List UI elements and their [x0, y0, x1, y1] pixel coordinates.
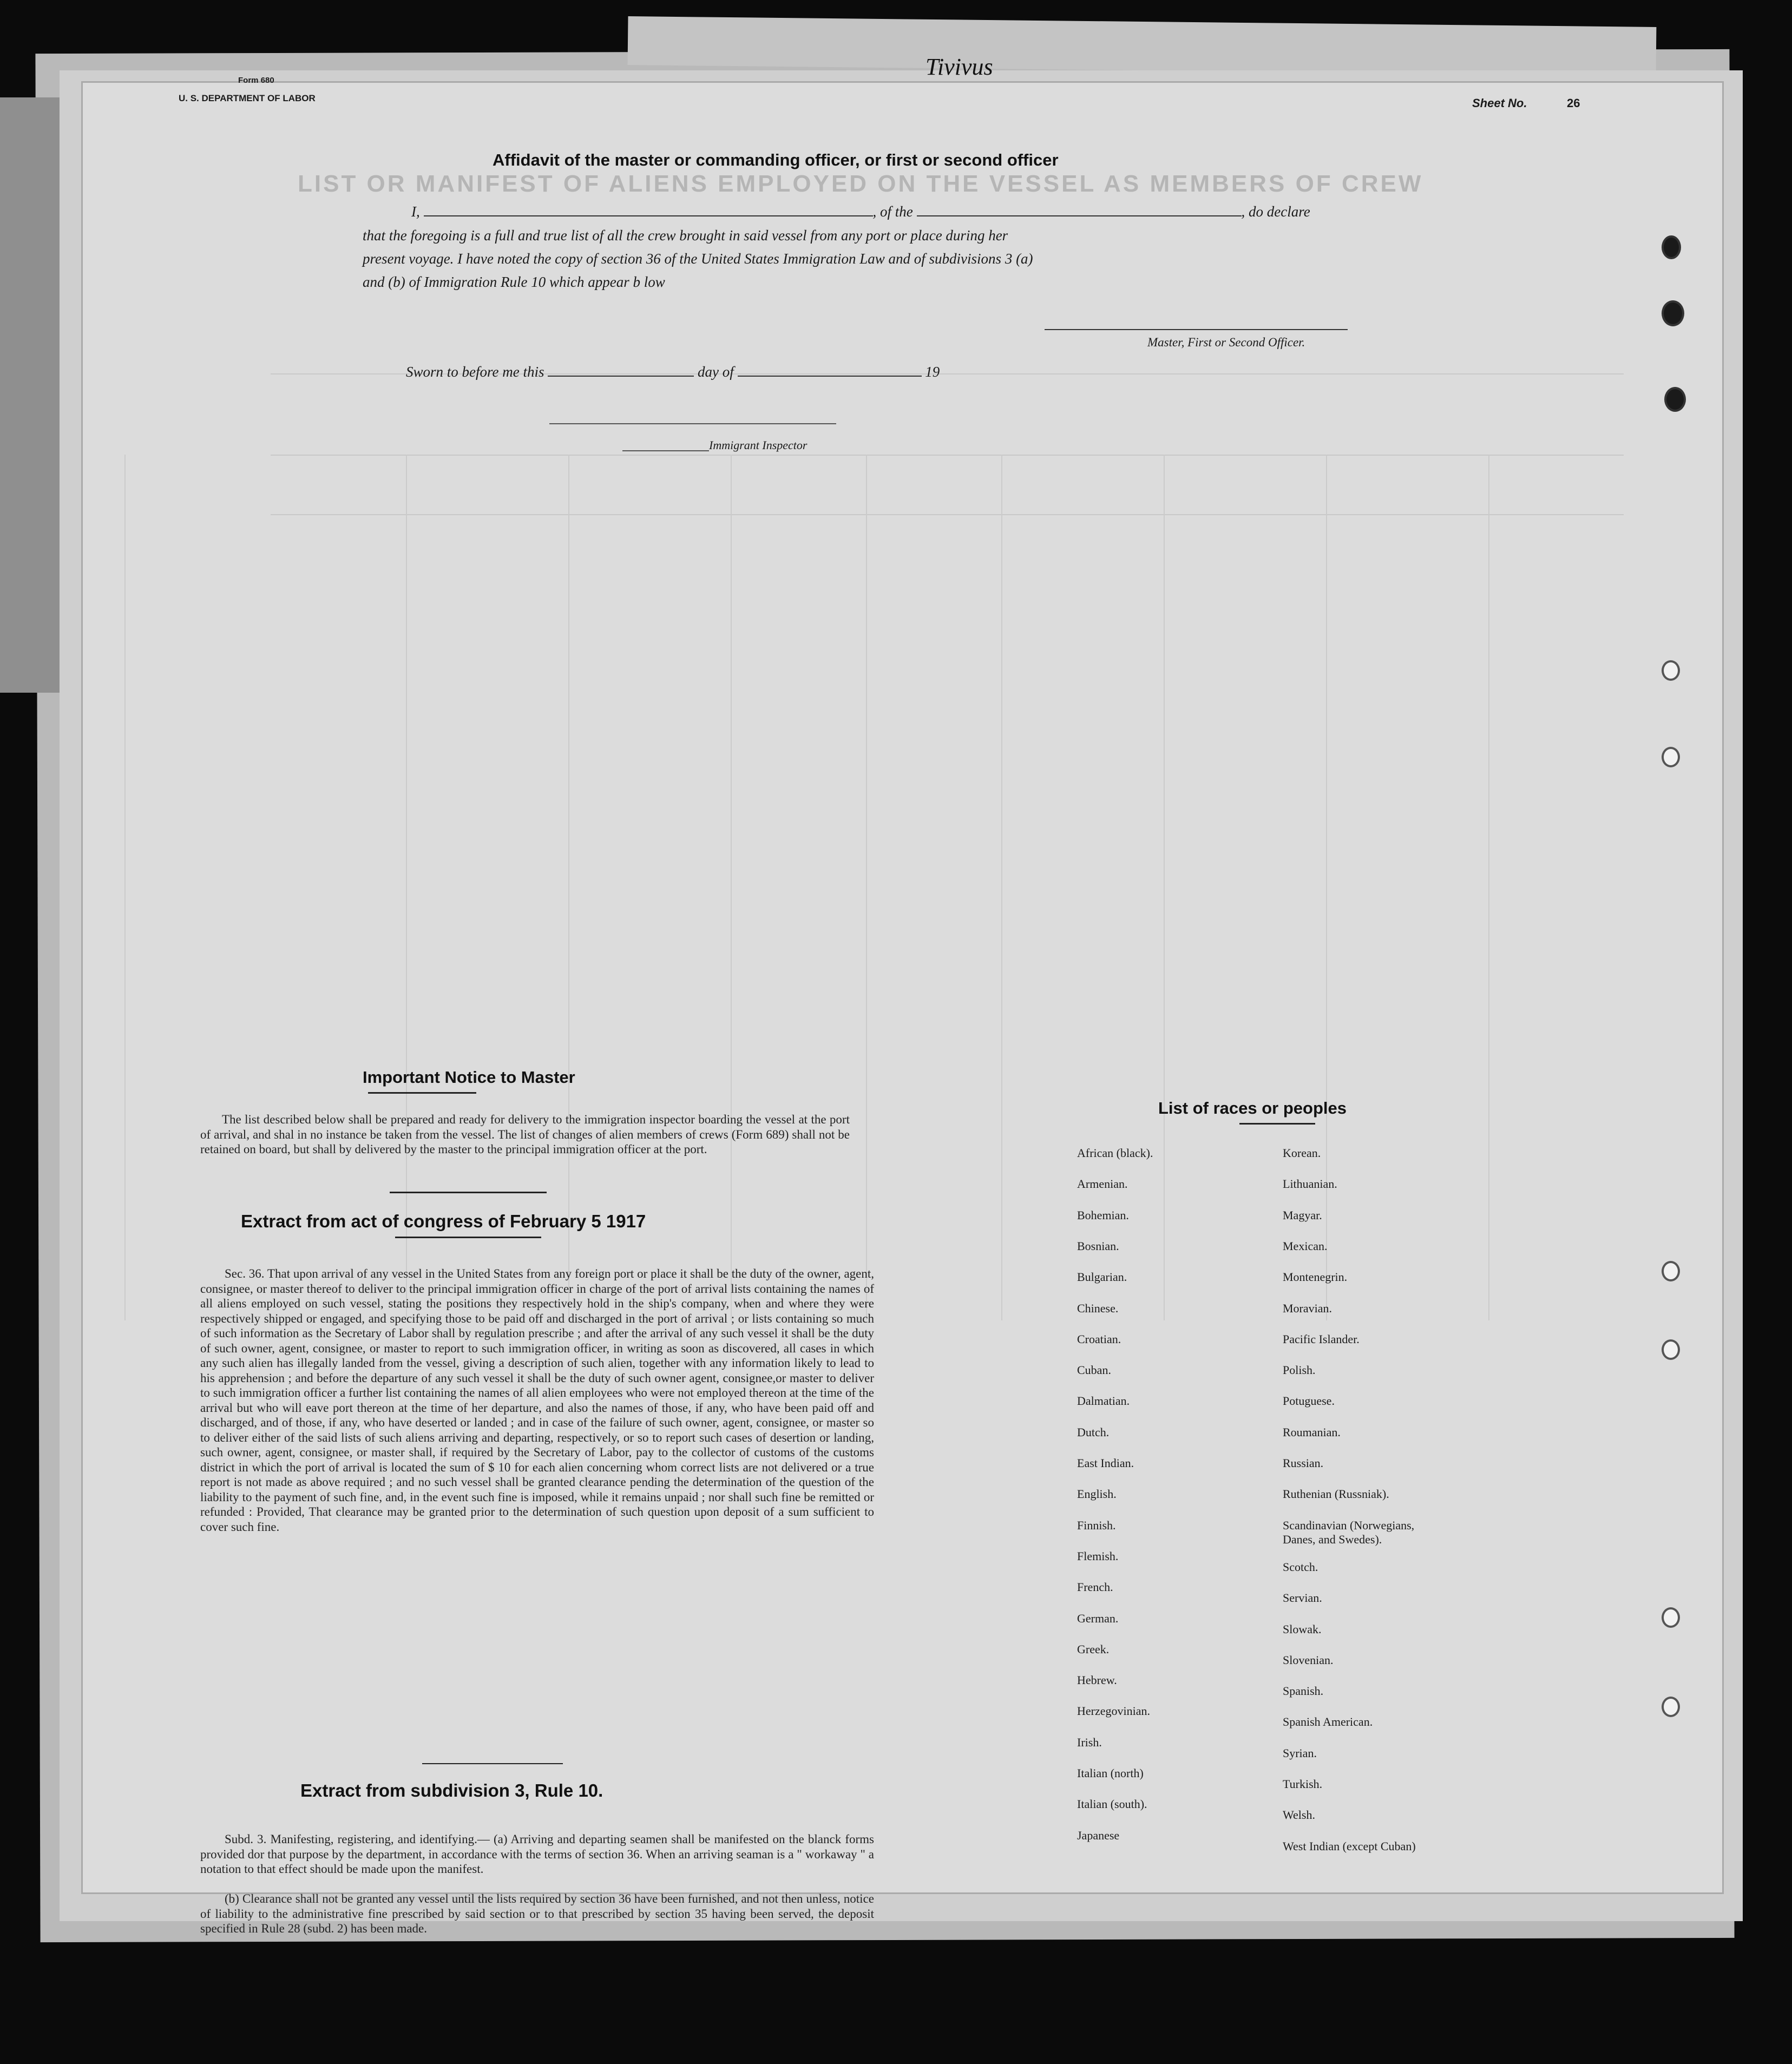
binder-hole — [1662, 660, 1680, 681]
races-title: List of races or peoples — [1158, 1099, 1347, 1118]
year-prefix: 19 — [925, 364, 940, 380]
ghost-column — [1488, 455, 1489, 1320]
race-item: Ruthenian (Russniak). — [1283, 1487, 1389, 1501]
affidavit-line-4: and (b) of Immigration Rule 10 which appear b low — [363, 274, 665, 290]
affidavit-declare-label: , do declare — [1241, 203, 1310, 220]
inspector-label: Immigrant Inspector — [709, 438, 808, 452]
race-item: Potuguese. — [1283, 1394, 1335, 1408]
ghost-column — [1001, 455, 1002, 1320]
ghost-rule — [271, 514, 1624, 515]
race-item: Mexican. — [1283, 1239, 1328, 1253]
sheet-number: 26 — [1567, 96, 1580, 110]
notice-separator-rule — [390, 1192, 547, 1193]
master-name-field — [424, 215, 873, 216]
race-item: Armenian. — [1077, 1177, 1128, 1191]
ghost-column — [124, 455, 126, 1320]
race-item: Russian. — [1283, 1456, 1324, 1470]
race-item: Dutch. — [1077, 1425, 1110, 1439]
sworn-line — [406, 364, 940, 380]
race-item: Moravian. — [1283, 1301, 1332, 1315]
rule-extract-text-a: Subd. 3. Manifesting, registering, and identifying.— (a) Arriving and departing seamen shall be manifested on the blanck forms provided dor that purpose by the department, in accordance with the terms of section 36. When an arriving seaman is a " workaway " a notation to that effect should be made upon the manifest. — [200, 1832, 874, 1876]
race-item: Croatian. — [1077, 1332, 1121, 1346]
binder-hole — [1662, 747, 1680, 767]
race-item: Pacific Islander. — [1283, 1332, 1360, 1346]
race-item: Slowak. — [1283, 1622, 1322, 1636]
race-item: Korean. — [1283, 1146, 1321, 1160]
race-item: Bosnian. — [1077, 1239, 1119, 1253]
ghost-column — [866, 455, 867, 1320]
binder-hole — [1662, 300, 1684, 326]
race-item: Hebrew. — [1077, 1673, 1117, 1687]
affidavit-title: Affidavit of the master or commanding officer, or first or second officer — [493, 150, 1059, 169]
race-item: Roumanian. — [1283, 1425, 1341, 1439]
rule-extract-text-b: (b) Clearance shall not be granted any vessel until the lists required by section 36 have been furnished, and not then unless, notice of liability to the administrative fine prescribed by said section or to that prescribed by section 35 having been served, the deposit specified in Rule 28 (subd. 2) has been made. — [200, 1892, 874, 1935]
inspector-short-line — [622, 450, 709, 451]
race-item: Turkish. — [1283, 1777, 1323, 1791]
race-item: Welsh. — [1283, 1808, 1315, 1822]
race-item: Scandinavian (Norwegians, Danes, and Swedes). — [1283, 1518, 1415, 1546]
race-item: Bulgarian. — [1077, 1270, 1127, 1284]
department-label: U. S. DEPARTMENT OF LABOR — [179, 93, 316, 103]
act-extract-title: Extract from act of congress of February 5 1917 — [241, 1211, 646, 1231]
race-item: Japanese — [1077, 1828, 1120, 1842]
signature-label: Master, First or Second Officer. — [1147, 336, 1305, 349]
race-item: Servian. — [1283, 1591, 1322, 1605]
ghost-heading: LIST OR MANIFEST OF ALIENS EMPLOYED ON THE VESSEL AS MEMBERS OF CREW — [298, 170, 1423, 197]
affidavit-line-1 — [411, 203, 1310, 220]
race-item: Herzegovinian. — [1077, 1704, 1150, 1718]
race-item: Greek. — [1077, 1642, 1110, 1656]
binder-hole — [1662, 1261, 1680, 1281]
signature-line — [1045, 329, 1348, 330]
race-item: Italian (south). — [1077, 1797, 1147, 1811]
affidavit-line-3: present voyage. I have noted the copy of section 36 of the United States Immigration Law and of subdivisions 3 (a) — [363, 251, 1033, 267]
notice-title: Important Notice to Master — [363, 1068, 575, 1087]
race-item: Spanish. — [1283, 1684, 1324, 1698]
race-item: East Indian. — [1077, 1456, 1134, 1470]
race-item: Polish. — [1283, 1363, 1316, 1377]
binder-hole — [1662, 235, 1681, 259]
act-title-rule — [395, 1237, 541, 1238]
affidavit-line-2: that the foregoing is a full and true list of all the crew brought in said vessel from any port or place during her — [363, 227, 1008, 244]
race-item: Finnish. — [1077, 1518, 1116, 1532]
race-item: Lithuanian. — [1283, 1177, 1337, 1191]
handwritten-name: Tivivus — [925, 54, 993, 80]
notice-text: The list described below shall be prepared and ready for delivery to the immigration inspector boarding the vessel at the port of arrival, and shal in no instance be taken from the vessel. The list of changes of alien members of crews (Form 689) shall not be retained on board, but shall by delivered by the master to the principal immigration officer at the port. — [200, 1113, 850, 1156]
ghost-column — [568, 455, 569, 1320]
sheet-label: Sheet No. — [1472, 96, 1527, 110]
race-item: Irish. — [1077, 1735, 1102, 1749]
affidavit-of-the-label: , of the — [872, 203, 913, 220]
race-item: Magyar. — [1283, 1208, 1322, 1222]
rule-extract-title: Extract from subdivision 3, Rule 10. — [300, 1780, 603, 1800]
ghost-column — [731, 455, 732, 1320]
race-item: German. — [1077, 1611, 1119, 1625]
manifest-page — [81, 54, 1724, 1935]
race-item: Dalmatian. — [1077, 1394, 1130, 1408]
binder-hole — [1664, 387, 1686, 412]
race-item: Bohemian. — [1077, 1208, 1129, 1222]
binder-hole — [1662, 1697, 1680, 1717]
sworn-month-field — [738, 376, 922, 377]
ghost-rule — [271, 455, 1624, 456]
race-item: Scotch. — [1283, 1560, 1318, 1574]
form-number: Form 680 — [238, 76, 274, 85]
binder-hole — [1662, 1339, 1680, 1360]
race-item: Italian (north) — [1077, 1766, 1144, 1780]
races-title-rule — [1239, 1123, 1315, 1125]
race-item: French. — [1077, 1580, 1113, 1594]
sworn-day-field — [548, 376, 694, 377]
sworn-label: Sworn to before me this — [406, 364, 544, 380]
race-item: Flemish. — [1077, 1549, 1119, 1563]
day-of-label: day of — [698, 364, 734, 380]
race-item: African (black). — [1077, 1146, 1153, 1160]
race-item: West Indian (except Cuban) — [1283, 1839, 1416, 1853]
race-item: Cuban. — [1077, 1363, 1111, 1377]
race-item: Slovenian. — [1283, 1653, 1334, 1667]
notice-title-rule — [368, 1092, 476, 1094]
binder-hole — [1662, 1607, 1680, 1628]
race-item: Montenegrin. — [1283, 1270, 1348, 1284]
act-extract-text: Sec. 36. That upon arrival of any vessel in the United States from any foreign port or place it shall be the duty of the owner, agent, consignee, or master thereof to deliver to the principal immigration officer in charge of the port of arrival lists containing the names of all aliens employed on such vessel, stating the positions they respectively hold in the ship's company, when and where they were respectively shipped or engaged, and specifying those to be paid off and discharged in the port of arrival ; or lists containing so much of such information as the Secretary of Labor shall by regulation prescribe ; and after the arrival of any such vessel it shall be the duty of such owner, agent, consignee, or master to report to such immigration officer, in writing as soon as discovered, all cases in which any such alien has illegally landed from the vessel, giving a description of such alien, together with any information likely to lead to his apprehension ; and before the departure of any such vessel it shall be the duty of such owner agent, consignee,or master to deliver to such immigration officer a further list containing the names of all alien employees who were not employed thereon at the time of the arrival but who will eave port thereon at the time of her departure, and also the names of those, if any, who have been paid off and discharged, and of those, if any, who have deserted or landed ; and in case of the failure of such owner, agent, consignee, or master so to deliver either of the said lists of such aliens arriving and departing, respectively, or so to report such cases of desertion or landing, such owner, agent, consignee, or master shall, if required by the Secretary of Labor, pay to the collector of customs of the customs district in which the port of arrival is located the sum of $ 10 for each alien concerning whom correct lists are not delivered or a true report is not made as above required ; and no such vessel shall be granted clearance pending the determination of the question of the liability to the payment of such fine, and, in the event such fine is imposed, while it remains unpaid ; nor shall such fine be remitted or refunded : Provided, That clearance may be granted prior to the determination of such question upon deposit of a sum sufficient to cover such fine. — [200, 1267, 874, 1534]
ghost-column — [1164, 455, 1165, 1320]
race-item: English. — [1077, 1487, 1117, 1501]
ghost-column — [406, 455, 407, 1320]
inspector-signature-line — [549, 423, 836, 424]
affidavit-i-label: I, — [411, 203, 420, 220]
race-item: Syrian. — [1283, 1746, 1317, 1760]
vessel-name-field — [917, 215, 1242, 216]
race-item: Chinese. — [1077, 1301, 1119, 1315]
race-item: Spanish American. — [1283, 1715, 1373, 1729]
act-separator-rule — [422, 1763, 563, 1764]
